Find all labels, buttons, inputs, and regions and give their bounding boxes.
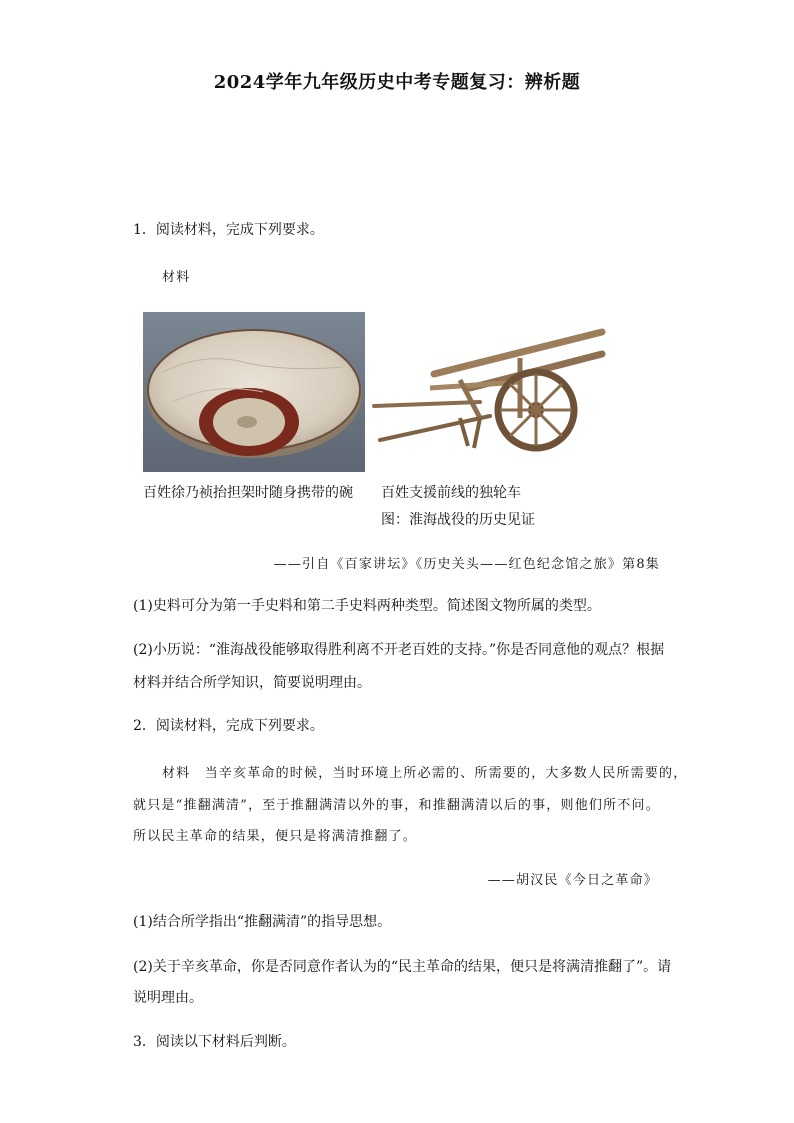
q1-sub2-line2: 材料并结合所学知识，简要说明理由。	[133, 675, 371, 691]
wheelbarrow-photo	[370, 318, 612, 468]
q1-source: ——引自《百家讲坛》《历史关头——红色纪念馆之旅》第8集	[273, 557, 660, 572]
q2-material-line3: 所以民主革命的结果，便只是将满清推翻了。	[133, 829, 418, 844]
q2-stem: 2．阅读材料，完成下列要求。	[133, 718, 324, 734]
q2-material-line1: 材料 当辛亥革命的时候，当时环境上所必需的、所需要的，大多数人民所需要的，	[162, 766, 688, 781]
q1-sub1: (1)史料可分为第一手史料和第二手史料两种类型。简述图文物所属的类型。	[133, 598, 601, 614]
q3-stem: 3．阅读以下材料后判断。	[133, 1034, 296, 1050]
figure-caption: 图：淮海战役的历史见证	[381, 512, 535, 528]
q1-stem: 1．阅读材料，完成下列要求。	[133, 222, 324, 238]
q2-sub2-line1: (2)关于辛亥革命，你是否同意作者认为的“民主革命的结果，便只是将满清推翻了”。请	[133, 959, 672, 975]
q1-material-label: 材料	[162, 270, 191, 285]
bowl-photo	[143, 312, 365, 472]
q2-material-line2: 就只是“推翻满清”，至于推翻满清以外的事，和推翻满清以后的事，则他们所不问。	[133, 798, 660, 813]
q2-sub2-line2: 说明理由。	[133, 990, 203, 1006]
page-title: 2024学年九年级历史中考专题复习：辨析题	[213, 72, 581, 93]
bowl-caption: 百姓徐乃祯抬担架时随身携带的碗	[143, 485, 353, 501]
q2-source: ——胡汉民《今日之革命》	[487, 873, 658, 888]
q2-sub1: (1)结合所学指出“推翻满清”的指导思想。	[133, 914, 392, 930]
q1-sub2-line1: (2)小历说：“淮海战役能够取得胜利离不开老百姓的支持。”你是否同意他的观点？根据	[133, 642, 665, 658]
cart-caption: 百姓支援前线的独轮车	[381, 485, 521, 501]
